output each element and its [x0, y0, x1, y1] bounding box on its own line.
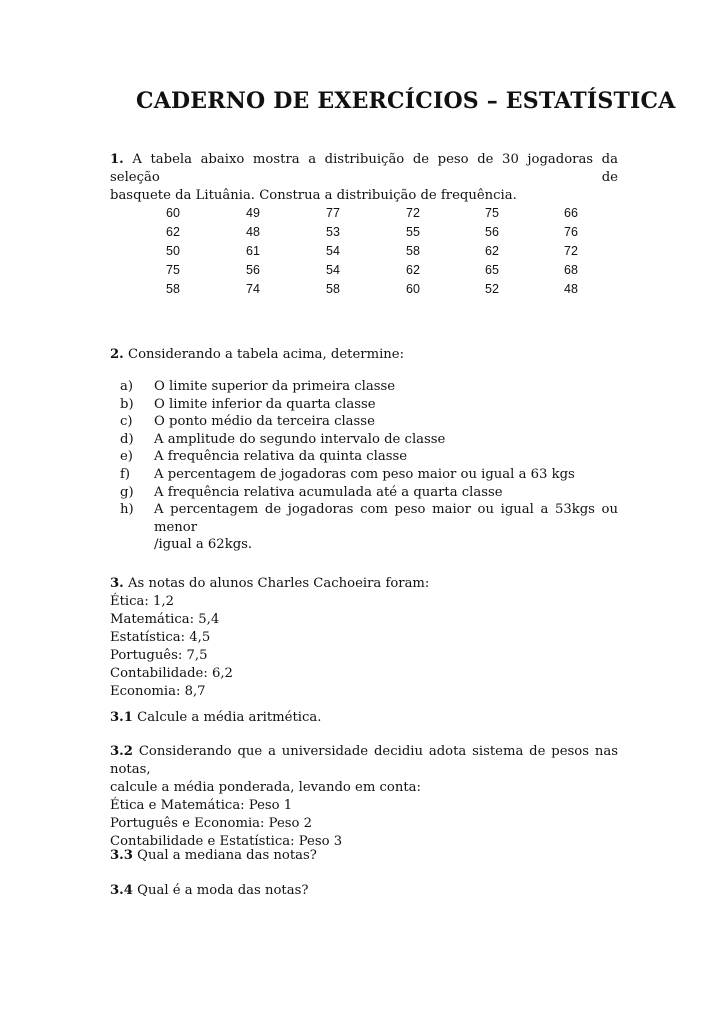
question-3-1-text: Calcule a média aritmética. — [137, 710, 322, 725]
question-3-number: 3. — [110, 576, 124, 591]
table-cell: 65 — [485, 263, 499, 277]
list-item-text: /igual a 62kgs. — [154, 537, 253, 553]
grade-line: Matemática: 5,4 — [110, 612, 220, 627]
list-marker: c) — [120, 414, 133, 430]
list-item — [120, 378, 618, 396]
weight-line: Contabilidade e Estatística: Peso 3 — [110, 834, 343, 849]
table-cell: 62 — [166, 225, 180, 239]
question-3-3-number: 3.3 — [110, 848, 133, 863]
question-1 — [110, 151, 618, 205]
list-item-text: O ponto médio da terceira classe — [154, 414, 375, 430]
question-1-line-2: basquete da Lituânia. Construa a distribuição de frequência. — [110, 188, 517, 203]
question-3-2-number: 3.2 — [110, 744, 133, 759]
grade-line: Estatística: 4,5 — [110, 630, 211, 645]
table-cell: 58 — [166, 282, 180, 296]
list-item — [120, 484, 618, 502]
list-item — [120, 448, 618, 466]
list-item-text: A amplitude do segundo intervalo de classe — [154, 431, 446, 447]
question-1-line-1 — [110, 151, 618, 187]
table-cell: 56 — [246, 263, 260, 277]
question-2 — [110, 346, 618, 364]
list-item — [120, 466, 618, 484]
table-cell: 49 — [246, 206, 260, 220]
question-3-2-line-1 — [110, 743, 618, 779]
question-3-line — [110, 575, 618, 593]
list-marker: h) — [120, 502, 134, 518]
question-1-number: 1. — [110, 152, 124, 167]
list-item-continuation — [120, 536, 618, 554]
list-item-text: O limite superior da primeira classe — [154, 379, 396, 394]
question-2-text: Considerando a tabela acima, determine: — [127, 347, 405, 362]
table-cell: 75 — [166, 263, 180, 277]
list-item-text: A frequência relativa da quinta classe — [154, 449, 408, 465]
weight-line: Ética e Matemática: Peso 1 — [110, 798, 293, 813]
list-marker: g) — [120, 484, 134, 500]
list-item — [120, 501, 618, 536]
table-cell: 55 — [406, 225, 420, 239]
question-3-2 — [110, 743, 618, 851]
table-cell: 68 — [564, 263, 578, 277]
list-item-text: A frequência relativa acumulada até a quarta classe — [154, 484, 503, 500]
question-3-text: As notas do alunos Charles Cachoeira foram: — [127, 576, 430, 591]
table-cell: 58 — [406, 244, 420, 258]
question-3-3 — [110, 847, 618, 865]
question-3-3-text: Qual a mediana das notas? — [137, 848, 317, 863]
table-cell: 72 — [406, 206, 420, 220]
list-item — [120, 413, 618, 431]
question-2-list — [120, 378, 618, 554]
list-item — [120, 431, 618, 449]
table-cell: 58 — [326, 282, 340, 296]
table-cell: 75 — [485, 206, 499, 220]
question-2-number: 2. — [110, 347, 124, 362]
table-cell: 56 — [485, 225, 499, 239]
list-item-text: O limite inferior da quarta classe — [154, 396, 376, 412]
question-3-2-text: Considerando que a universidade decidiu adota sistema de pesos nas notas, — [110, 744, 618, 777]
table-cell: 54 — [326, 244, 340, 258]
list-item — [120, 396, 618, 414]
grade-line: Ética: 1,2 — [110, 594, 174, 609]
list-item-text: A percentagem de jogadoras com peso maior ou igual a 63 kgs — [154, 466, 575, 482]
grade-line: Economia: 8,7 — [110, 684, 206, 699]
grade-line: Contabilidade: 6,2 — [110, 666, 233, 681]
table-cell: 72 — [564, 244, 578, 258]
table-cell: 74 — [246, 282, 260, 296]
list-marker: a) — [120, 379, 134, 394]
question-3-4-number: 3.4 — [110, 883, 133, 898]
table-cell: 60 — [406, 282, 420, 296]
table-cell: 61 — [246, 244, 260, 258]
question-3-4 — [110, 882, 618, 900]
list-marker: d) — [120, 431, 134, 447]
question-3-1-number: 3.1 — [110, 710, 133, 725]
question-3 — [110, 575, 618, 701]
table-cell: 48 — [564, 282, 578, 296]
question-1-text: A tabela abaixo mostra a distribuição de peso de 30 jogadoras da seleção de — [110, 152, 618, 185]
table-cell: 77 — [326, 206, 340, 220]
question-3-4-text: Qual é a moda das notas? — [137, 883, 309, 898]
table-cell: 54 — [326, 263, 340, 277]
question-3-1 — [110, 709, 618, 727]
page-title: CADERNO DE EXERCÍCIOS – ESTATÍSTICA — [136, 88, 676, 114]
table-cell: 52 — [485, 282, 499, 296]
list-marker: b) — [120, 396, 134, 412]
list-marker: f) — [120, 466, 131, 482]
table-cell: 62 — [485, 244, 499, 258]
weight-line: Português e Economia: Peso 2 — [110, 816, 313, 831]
grade-line: Português: 7,5 — [110, 648, 208, 663]
question-3-2-line-2: calcule a média ponderada, levando em conta: — [110, 780, 421, 795]
list-marker: e) — [120, 449, 133, 465]
table-cell: 66 — [564, 206, 578, 220]
table-cell: 48 — [246, 225, 260, 239]
table-cell: 50 — [166, 244, 180, 258]
table-cell: 53 — [326, 225, 340, 239]
table-cell: 60 — [166, 206, 180, 220]
table-cell: 76 — [564, 225, 578, 239]
table-cell: 62 — [406, 263, 420, 277]
list-item-text: A percentagem de jogadoras com peso maior ou igual a 53kgs ou menor — [154, 502, 618, 535]
